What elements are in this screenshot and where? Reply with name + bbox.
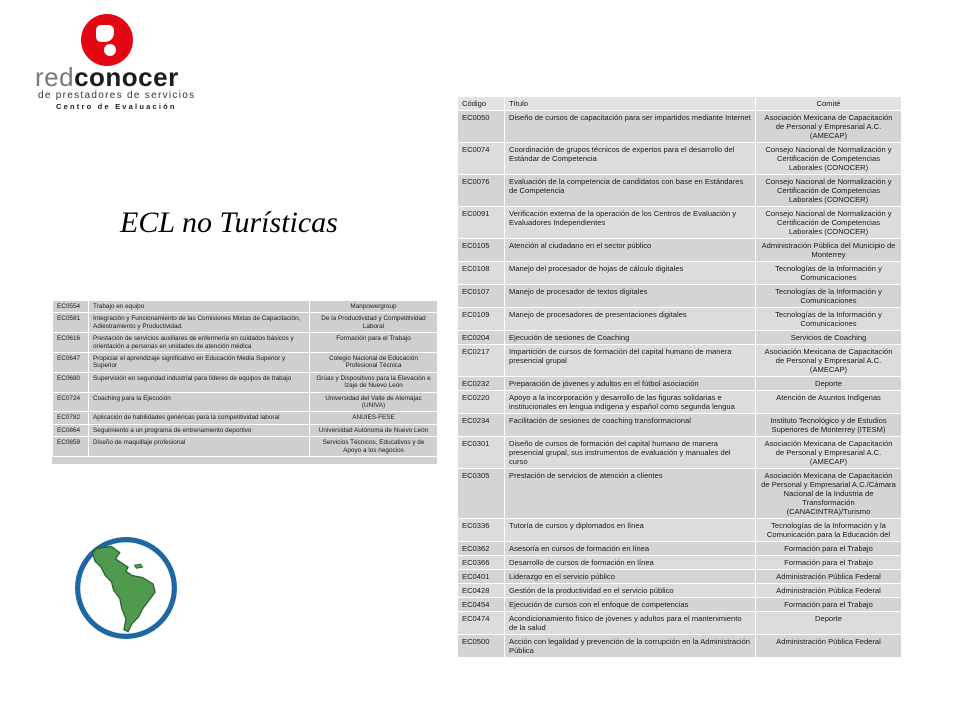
- cell-committee: De la Productividad y Competitividad Laboral: [310, 313, 438, 333]
- cell-committee: Administración Pública del Municipio de Monterrey: [756, 239, 902, 262]
- page-title: ECL no Turísticas: [120, 206, 338, 239]
- table-row: [458, 207, 902, 239]
- cell-committee: ANUIES-FESE: [310, 412, 438, 424]
- cell-title: Atención al ciudadano en el sector público: [505, 239, 756, 262]
- table-row: [458, 239, 902, 262]
- table-row: [458, 345, 902, 377]
- cell-title: Gestión de la productividad en el servicio público: [505, 584, 756, 598]
- cell-committee: Colegio Nacional de Educación Profesional Técnica: [310, 353, 438, 373]
- table-row: [458, 391, 902, 414]
- table-row: [53, 313, 438, 333]
- cell-committee: Asociación Mexicana de Capacitación de Personal y Empresarial A.C./Cámara Nacional de la Industria de Transformación (CANACINTRA)/Turismo: [756, 469, 902, 519]
- cell-code: EC0232: [458, 377, 505, 391]
- logo-word-bold: conocer: [74, 62, 179, 92]
- cell-code: EC0581: [53, 313, 89, 333]
- cell-committee: Asociación Mexicana de Capacitación de Personal y Empresarial A.C. (AMECAP): [756, 345, 902, 377]
- table-row: [458, 612, 902, 635]
- cell-committee: Manpowergroup: [310, 301, 438, 313]
- cell-code: EC0362: [458, 542, 505, 556]
- cell-title: Liderazgo en el servicio público: [505, 570, 756, 584]
- table-row: [53, 333, 438, 353]
- table-row: [458, 285, 902, 308]
- cell-code: EC0108: [458, 262, 505, 285]
- logo-subtitle: Centro de Evaluación: [56, 102, 177, 111]
- cell-title: Propiciar el aprendizaje significativo en Educación Media Superior y Superior: [89, 353, 310, 373]
- cell-title: Seguimiento a un programa de entrenamiento deportivo: [89, 424, 310, 436]
- cell-title: Asesoría en cursos de formación en línea: [505, 542, 756, 556]
- table-row: [458, 437, 902, 469]
- table-row: [53, 437, 438, 457]
- table-row: [458, 584, 902, 598]
- cell-code: EC0680: [53, 372, 89, 392]
- cell-code: EC0336: [458, 519, 505, 542]
- table-row: [458, 308, 902, 331]
- table-row: [53, 301, 438, 313]
- cell-committee: Instituto Tecnológico y de Estudios Superiores de Monterrey (ITESM): [756, 414, 902, 437]
- latin-america-globe-icon: [74, 536, 178, 640]
- small-standards-table: [52, 300, 437, 464]
- red-conocer-logo: [34, 14, 214, 114]
- cell-title: Coaching para la Ejecución: [89, 392, 310, 412]
- cell-committee: Deporte: [756, 377, 902, 391]
- cell-code: EC0454: [458, 598, 505, 612]
- logo-tagline: de prestadores de servicios: [38, 90, 196, 101]
- cell-title: Prestación de servicios de atención a clientes: [505, 469, 756, 519]
- cell-committee: Consejo Nacional de Normalización y Certificación de Competencias Laborales (CONOCER): [756, 175, 902, 207]
- cell-title: Preparación de jóvenes y adultos en el fútbol asociación: [505, 377, 756, 391]
- cell-committee: Administración Pública Federal: [756, 584, 902, 598]
- cell-title: Facilitación de sesiones de coaching transformacional: [505, 414, 756, 437]
- cell-committee: Deporte: [756, 612, 902, 635]
- cell-committee: Consejo Nacional de Normalización y Certificación de Competencias Laborales (CONOCER): [756, 143, 902, 175]
- header-title: Título: [505, 97, 756, 111]
- table-row: [458, 331, 902, 345]
- cell-committee: Asociación Mexicana de Capacitación de Personal y Empresarial A.C. (AMECAP): [756, 437, 902, 469]
- cell-code: EC0074: [458, 143, 505, 175]
- cell-committee: Universidad Autónoma de Nuevo León: [310, 424, 438, 436]
- cell-code: EC0076: [458, 175, 505, 207]
- table-row: [53, 424, 438, 436]
- cell-code: EC0864: [53, 424, 89, 436]
- table-row: [53, 392, 438, 412]
- cell-committee: Grúas y Dispositivos para la Elevación e Izaje de Nuevo León: [310, 372, 438, 392]
- cell-committee: Consejo Nacional de Normalización y Certificación de Competencias Laborales (CONOCER): [756, 207, 902, 239]
- table-row: [53, 353, 438, 373]
- cell-title: Prestación de servicios auxiliares de enfermería en cuidados básicos y orientación a personas en unidades de atención médica: [89, 333, 310, 353]
- cell-title: Trabajo en equipo: [89, 301, 310, 313]
- cell-title: Verificación externa de la operación de los Centros de Evaluación y Evaluadores Independientes: [505, 207, 756, 239]
- red-conocer-logo-icon: [81, 14, 133, 66]
- cell-code: EC0234: [458, 414, 505, 437]
- cell-title: Coordinación de grupos técnicos de expertos para el desarrollo del Estándar de Competencia: [505, 143, 756, 175]
- cell-code: EC0554: [53, 301, 89, 313]
- cell-committee: Formación para el Trabajo: [756, 542, 902, 556]
- cell-committee: Tecnologías de la Información y Comunicaciones: [756, 308, 902, 331]
- cell-title: Aplicación de habilidades genéricas para la competitividad laboral: [89, 412, 310, 424]
- cell-code: EC0647: [53, 353, 89, 373]
- cell-committee: Asociación Mexicana de Capacitación de Personal y Empresarial A.C. (AMECAP): [756, 111, 902, 143]
- cell-committee: Administración Pública Federal: [756, 570, 902, 584]
- large-standards-table: [457, 96, 901, 654]
- cell-code: EC0782: [53, 412, 89, 424]
- table-row: [458, 111, 902, 143]
- cell-title: Manejo de procesadores de presentaciones digitales: [505, 308, 756, 331]
- cell-title: Ejecución de sesiones de Coaching: [505, 331, 756, 345]
- cell-title: Impartición de cursos de formación del capital humano de manera presencial grupal: [505, 345, 756, 377]
- cell-code: EC0474: [458, 612, 505, 635]
- cell-title: Acción con legalidad y prevención de la corrupción en la Administración Pública: [505, 635, 756, 658]
- cell-committee: Servicios de Coaching: [756, 331, 902, 345]
- header-committee: Comité: [756, 97, 902, 111]
- cell-code: EC0301: [458, 437, 505, 469]
- table-row: [458, 519, 902, 542]
- cell-code: EC0500: [458, 635, 505, 658]
- table-row: [458, 469, 902, 519]
- cell-code: EC0050: [458, 111, 505, 143]
- cell-title: Ejecución de cursos con el enfoque de competencias: [505, 598, 756, 612]
- table-row: [458, 635, 902, 658]
- cell-title: Manejo del procesador de hojas de cálculo digitales: [505, 262, 756, 285]
- cell-title: Evaluación de la competencia de candidatos con base en Estándares de Competencia: [505, 175, 756, 207]
- cell-title: Desarrollo de cursos de formación en línea: [505, 556, 756, 570]
- table-row: [458, 262, 902, 285]
- cell-code: EC0109: [458, 308, 505, 331]
- cell-committee: Formación para el Trabajo: [756, 556, 902, 570]
- table-row: [458, 598, 902, 612]
- cell-committee: Administración Pública Federal: [756, 635, 902, 658]
- logo-word-light: red: [35, 62, 75, 92]
- cell-committee: Tecnologías de la Información y la Comunicación para la Educación del: [756, 519, 902, 542]
- cell-code: EC0616: [53, 333, 89, 353]
- cell-committee: Universidad del Valle de Atemajac (UNIVA): [310, 392, 438, 412]
- cell-committee: Tecnologías de la Información y Comunicaciones: [756, 262, 902, 285]
- cell-code: EC0220: [458, 391, 505, 414]
- table-row: [458, 414, 902, 437]
- logo-wordmark: [35, 62, 179, 92]
- cell-code: EC0105: [458, 239, 505, 262]
- cell-code: EC0204: [458, 331, 505, 345]
- cell-code: EC0305: [458, 469, 505, 519]
- cell-code: EC0401: [458, 570, 505, 584]
- cell-code: EC0366: [458, 556, 505, 570]
- cell-committee: Formación para el Trabajo: [310, 333, 438, 353]
- cell-title: Diseño de maquillaje profesional: [89, 437, 310, 457]
- cell-code: EC0107: [458, 285, 505, 308]
- cell-title: Integración y Funcionamiento de las Comisiones Mixtas de Capacitación, Adiestramiento y Productividad.: [89, 313, 310, 333]
- header-code: Código: [458, 97, 505, 111]
- cell-code: EC0217: [458, 345, 505, 377]
- table-row: [458, 377, 902, 391]
- cell-committee: Formación para el Trabajo: [756, 598, 902, 612]
- table-header-row: [458, 97, 902, 111]
- cell-title: Supervisión en seguridad industrial para líderes de equipos de trabajo: [89, 372, 310, 392]
- table-row: [458, 556, 902, 570]
- table-row: [458, 143, 902, 175]
- table-row: [458, 542, 902, 556]
- cell-title: Manejo de procesador de textos digitales: [505, 285, 756, 308]
- cell-title: Diseño de cursos de capacitación para ser impartidos mediante Internet: [505, 111, 756, 143]
- cell-code: EC0724: [53, 392, 89, 412]
- cell-code: EC0428: [458, 584, 505, 598]
- table-row: [458, 175, 902, 207]
- table-row: [53, 412, 438, 424]
- cell-committee: Servicios Técnicos, Educativos y de Apoyo a los negocios: [310, 437, 438, 457]
- cell-title: Acondicionamiento físico de jóvenes y adultos para el mantenimiento de la salud: [505, 612, 756, 635]
- table-row: [458, 570, 902, 584]
- cell-title: Apoyo a la incorporación y desarrollo de las figuras solidarias e institucionales en lengua indígena y español como segunda lengua: [505, 391, 756, 414]
- cell-committee: Atención de Asuntos Indígenas: [756, 391, 902, 414]
- table-row: [53, 372, 438, 392]
- cell-committee: Tecnologías de la Información y Comunicaciones: [756, 285, 902, 308]
- cell-code: EC0859: [53, 437, 89, 457]
- cell-title: Tutoría de cursos y diplomados en línea: [505, 519, 756, 542]
- cell-code: EC0091: [458, 207, 505, 239]
- cell-title: Diseño de cursos de formación del capital humano de manera presencial grupal, sus instrumentos de evaluación y manuales del curso: [505, 437, 756, 469]
